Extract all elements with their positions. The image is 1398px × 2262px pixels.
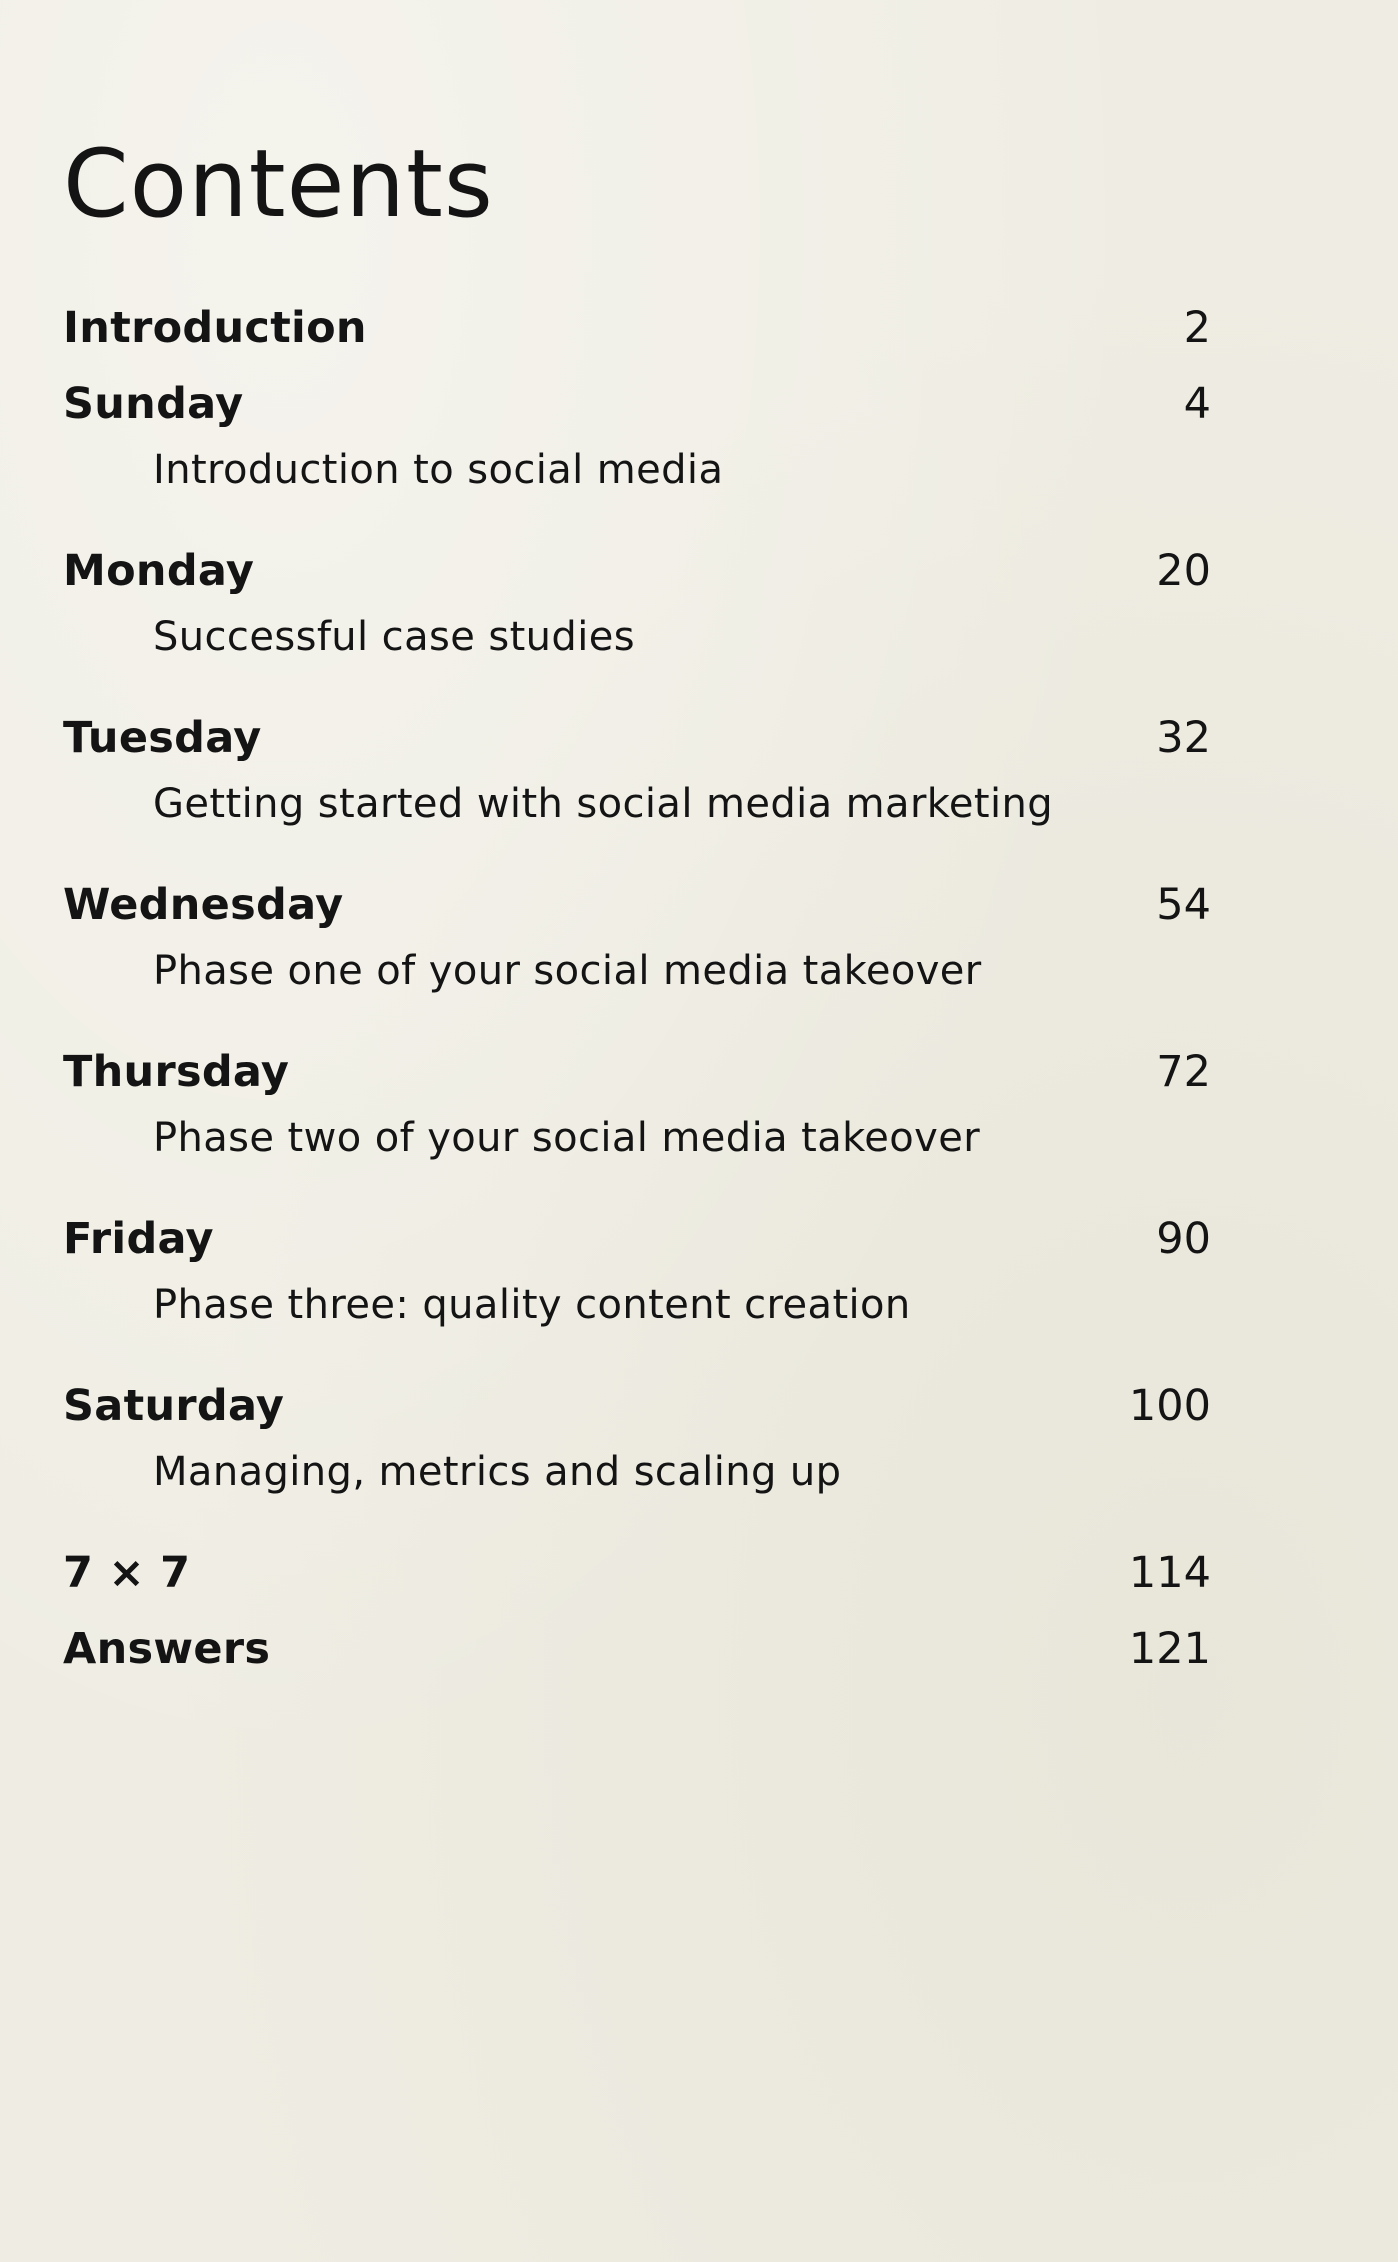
page-number: 54 [1156, 880, 1211, 930]
page-number: 100 [1128, 1381, 1211, 1431]
chapter-subtitle: Managing, metrics and scaling up [153, 1449, 842, 1495]
chapter-subtitle: Phase three: quality content creation [153, 1282, 911, 1328]
toc-entry-tuesday [63, 700, 1211, 867]
chapter-title: Wednesday [63, 880, 344, 930]
page-number: 4 [1183, 379, 1211, 429]
toc-row [63, 366, 1211, 442]
chapter-subtitle: Introduction to social media [153, 447, 724, 493]
toc-row [63, 533, 1211, 609]
toc-row [63, 867, 1211, 943]
toc-row [63, 1034, 1211, 1110]
toc-entry-saturday [63, 1368, 1211, 1535]
chapter-subtitle: Getting started with social media marketing [153, 781, 1054, 827]
chapter-title: Tuesday [63, 713, 262, 763]
toc-entry-introduction [63, 290, 1211, 366]
chapter-title: 7 × 7 [63, 1548, 191, 1598]
page-number: 114 [1128, 1548, 1211, 1598]
chapter-title: Thursday [63, 1047, 290, 1097]
page-number: 32 [1156, 713, 1211, 763]
toc-entry-thursday [63, 1034, 1211, 1201]
toc-entry-monday [63, 533, 1211, 700]
chapter-subtitle: Successful case studies [153, 614, 635, 660]
chapter-title: Monday [63, 546, 255, 596]
toc-entry-7x7 [63, 1535, 1211, 1611]
page-number: 121 [1128, 1624, 1211, 1674]
chapter-title: Answers [63, 1624, 271, 1674]
toc-row [63, 700, 1211, 776]
toc-entry-friday [63, 1201, 1211, 1368]
toc-row [63, 1611, 1211, 1687]
chapter-subtitle: Phase one of your social media takeover [153, 948, 982, 994]
toc-row [63, 1368, 1211, 1444]
page-number: 90 [1156, 1214, 1211, 1264]
chapter-title: Introduction [63, 303, 367, 353]
page-number: 2 [1183, 303, 1211, 353]
chapter-title: Friday [63, 1214, 214, 1264]
page-title: Contents [63, 130, 494, 239]
page-number: 20 [1156, 546, 1211, 596]
chapter-subtitle: Phase two of your social media takeover [153, 1115, 981, 1161]
page-number: 72 [1156, 1047, 1211, 1097]
table-of-contents [63, 290, 1211, 1687]
toc-row [63, 1201, 1211, 1277]
toc-row [63, 290, 1211, 366]
toc-row [63, 1535, 1211, 1611]
toc-entry-sunday [63, 366, 1211, 533]
toc-entry-answers [63, 1611, 1211, 1687]
toc-entry-wednesday [63, 867, 1211, 1034]
chapter-title: Sunday [63, 379, 244, 429]
chapter-title: Saturday [63, 1381, 285, 1431]
